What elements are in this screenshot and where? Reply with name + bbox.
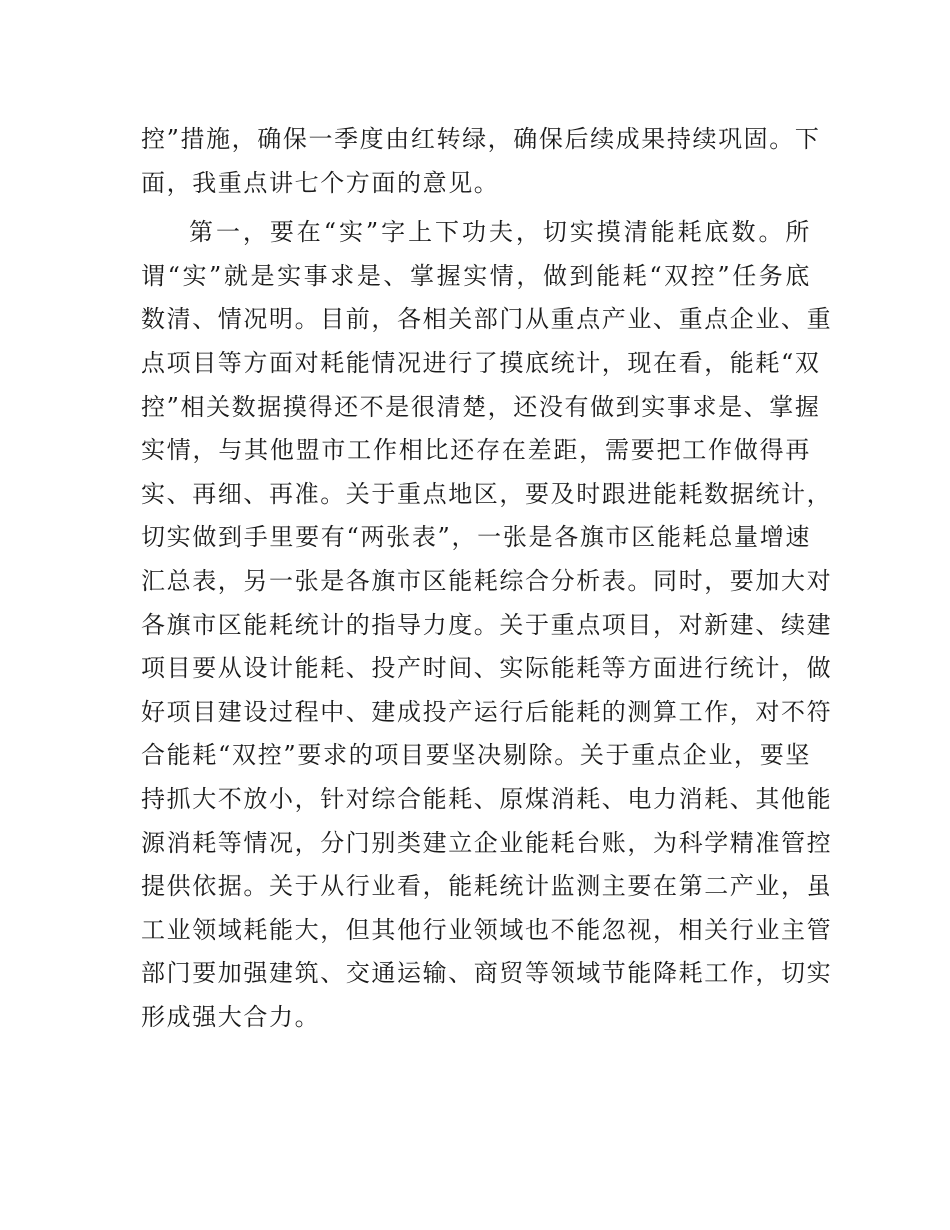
text-line: 工业领域耗能大，但其他行业领域也不能忽视，相关行业主管 — [141, 915, 833, 944]
text-line: 各旗市区能耗统计的指导力度。关于重点项目，对新建、续建 — [141, 610, 833, 639]
document-body — [141, 118, 833, 1039]
text-line: 面，我重点讲七个方面的意见。 — [141, 168, 500, 197]
text-line: 谓“实”就是实事求是、掌握实情，做到能耗“双控”任务底 — [141, 261, 811, 290]
text-line: 提供依据。关于从行业看，能耗统计监测主要在第二产业，虽 — [141, 872, 833, 901]
text-line: 第一，要在“实”字上下功夫，切实摸清能耗底数。所 — [189, 218, 811, 247]
text-line: 合能耗“双控”要求的项目要坚决剔除。关于重点企业，要坚 — [141, 741, 811, 770]
text-line: 持抓大不放小，针对综合能耗、原煤消耗、电力消耗、其他能 — [141, 784, 833, 813]
text-line: 汇总表，另一张是各旗市区能耗综合分析表。同时，要加大对 — [141, 566, 833, 595]
paragraph-continuation — [141, 118, 821, 205]
paragraph-first-point — [141, 211, 833, 1039]
text-line: 实情，与其他盟市工作相比还存在差距，需要把工作做得再 — [141, 436, 811, 465]
text-line: 切实做到手里要有“两张表”，一张是各旗市区能耗总量增速 — [141, 523, 811, 552]
text-line: 数清、情况明。目前，各相关部门从重点产业、重点企业、重 — [141, 305, 833, 334]
text-line: 项目要从设计能耗、投产时间、实际能耗等方面进行统计，做 — [141, 654, 833, 683]
text-line: 点项目等方面对耗能情况进行了摸底统计，现在看，能耗“双 — [141, 348, 821, 377]
text-line: 源消耗等情况，分门别类建立企业能耗台账，为科学精准管控 — [141, 828, 833, 857]
text-line: 控”相关数据摸得还不是很清楚，还没有做到实事求是、掌握 — [141, 392, 821, 421]
text-line: 形成强大合力。 — [141, 1002, 321, 1031]
text-line: 控”措施，确保一季度由红转绿，确保后续成果持续巩固。下 — [141, 125, 821, 153]
text-line: 部门要加强建筑、交通运输、商贸等领域节能降耗工作，切实 — [141, 959, 833, 988]
text-line: 实、再细、再准。关于重点地区，要及时跟进能耗数据统计， — [141, 479, 833, 508]
text-line: 好项目建设过程中、建成投产运行后能耗的测算工作，对不符 — [141, 697, 833, 726]
